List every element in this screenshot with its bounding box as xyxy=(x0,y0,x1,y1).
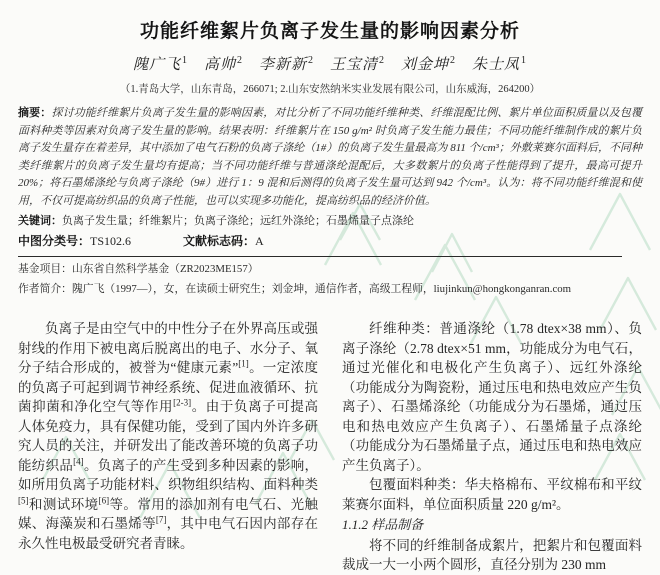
author-affiliation-superscript: 1 xyxy=(181,55,188,66)
abstract-label: 摘要： xyxy=(18,107,52,119)
keywords-text: 负离子发生量；纤维絮片；负离子涤纶；远红外涤纶；石墨烯量子点涤纶 xyxy=(62,215,414,227)
classification-line xyxy=(18,232,642,249)
author-name: 高帅$^2$ xyxy=(203,55,243,73)
author-name: 李新新$^2$ xyxy=(258,55,314,73)
author-name: 刘金坤$^2$ xyxy=(401,55,457,73)
body-paragraph: 包覆面料种类：华夫格棉布、平纹棉布和平纹莱赛尔面料，单位面积质量 220 g/m²。 xyxy=(342,477,642,512)
reference-superscript: [5] xyxy=(18,495,29,505)
affiliation-line: （1.青岛大学，山东青岛，266071; 2.山东安然纳米实业发展有限公司，山东威海，264200） xyxy=(119,84,541,95)
right-column xyxy=(342,319,642,575)
abstract-paragraph xyxy=(18,105,642,210)
bio-label: 作者简介： xyxy=(18,282,72,295)
body-paragraph: 纤维种类：普通涤纶（1.78 dtex×38 mm）、负离子涤纶（2.78 dtex×51 mm，功能成分为电气石，通过光催化和电极化产生负离子）、远红外涤纶（功能成分为陶瓷粉，通过压电和热电效应产生负离子）、石墨烯涤纶（功能成分为石墨烯，通过压电和热电效应产生负离子）、石墨烯量子点涤纶（功能成分为石墨烯量子点，通过压电和热电效应产生负离子）。 xyxy=(342,321,642,473)
author-affiliation-superscript: 2 xyxy=(236,55,243,66)
clc-value: TS102.6 xyxy=(90,234,132,248)
reference-superscript: [1] xyxy=(238,358,249,369)
keywords-label: 关键词： xyxy=(18,215,62,227)
left-column xyxy=(18,319,318,575)
author-line xyxy=(18,53,642,74)
subsection-heading: 1.1.2 样品制备 xyxy=(342,517,424,532)
abstract-text: 探讨功能纤维絮片负离子发生量的影响因素，对比分析了不同功能纤维种类、纤维混配比例、絮片单位面积质量以及包覆面料种类等因素对负离子发生量的影响。结果表明：纤维絮片在 150 g/m² 时负离子发生能力最佳；不同功能纤维制作成的絮片负离子发生量存在着差异，其中添加了电气石粉的负离子涤纶（1#）的负离子发生量最高为 811 个/cm³；外敷莱赛尔面料后，不同种类纤维絮片的负离子发生量均有提高；当不同功能纤维与普通涤纶混配后，大多数絮片的负离子性能得到了提升，最高可提升 20%；将石墨烯涤纶与负离子涤纶（9#）进行 1：9 混和后测得的负离子发生量可达到 942 个/cm³。认为：将不同功能纤维混和使用，不仅可提高纺织品的负离子性能，也可以实现多功能化，提高纺织品的经济价值。 xyxy=(18,107,642,207)
author-affiliation-superscript: 2 xyxy=(450,55,457,66)
author-name: 隗广飞$^1$ xyxy=(132,55,188,73)
author-affiliation-superscript: 1 xyxy=(521,55,528,66)
footnote-divider-rule xyxy=(18,256,622,257)
author-name: 王宝清$^2$ xyxy=(330,55,386,73)
clc-label: 中图分类号： xyxy=(18,234,91,248)
bio-text: 隗广飞（1997—），女，在读硕士研究生；刘金坤，通信作者，高级工程师，liujinkun@hongkonganran.com xyxy=(71,282,572,295)
author-affiliation-superscript: 2 xyxy=(379,55,386,66)
doc-code-value: A xyxy=(255,234,264,248)
reference-superscript: [4] xyxy=(73,456,84,466)
author-bio-line xyxy=(18,282,642,298)
fund-text: 山东省自然科学基金（ZR2023ME157） xyxy=(71,263,259,275)
keywords-line xyxy=(18,213,642,229)
paper-title: 功能纤维絮片负离子发生量的影响因素分析 xyxy=(139,21,520,42)
doc-code-label: 文献标志码： xyxy=(183,234,256,248)
body-paragraph: 将不同的纤维制备成絮片，把絮片和包覆面料裁成一大一小两个圆形，直径分别为 230 mm xyxy=(342,537,642,572)
author-affiliation-superscript: 2 xyxy=(308,55,314,66)
reference-superscript: [7] xyxy=(155,514,167,525)
author-name: 朱士凤$^1$ xyxy=(472,55,528,73)
two-column-body xyxy=(18,319,642,575)
reference-superscript: [6] xyxy=(98,495,110,505)
body-paragraph: 负离子是由空气中的中性分子在外界高压或强射线的作用下被电离后脱离出的电子、水分子、氧分子结合形成的，被誉为“健康元素”[1]。一定浓度的负离子可起到调节神经系统、促进血液循环、抗菌抑菌和净化空气等作用[2-3]。由于负离子可提高人体免疫力，具有保健功能，受到了国内外许多研究人员的关注，并研发出了能改善环境的负离子功能纺织品[4]。负离子的产生受到多种因素的影响，如所用负离子功能材料、织物组织结构、面料种类[5]和测试环境[6]等。常用的添加剂有电气石、光触媒、海藻炭和石墨烯等[7]，其中电气石因内部存在永久性电极最受研究者青睐。 xyxy=(18,321,319,551)
reference-superscript: [2-3] xyxy=(173,397,192,408)
fund-label: 基金项目： xyxy=(18,263,72,275)
fund-project-line xyxy=(18,262,642,278)
